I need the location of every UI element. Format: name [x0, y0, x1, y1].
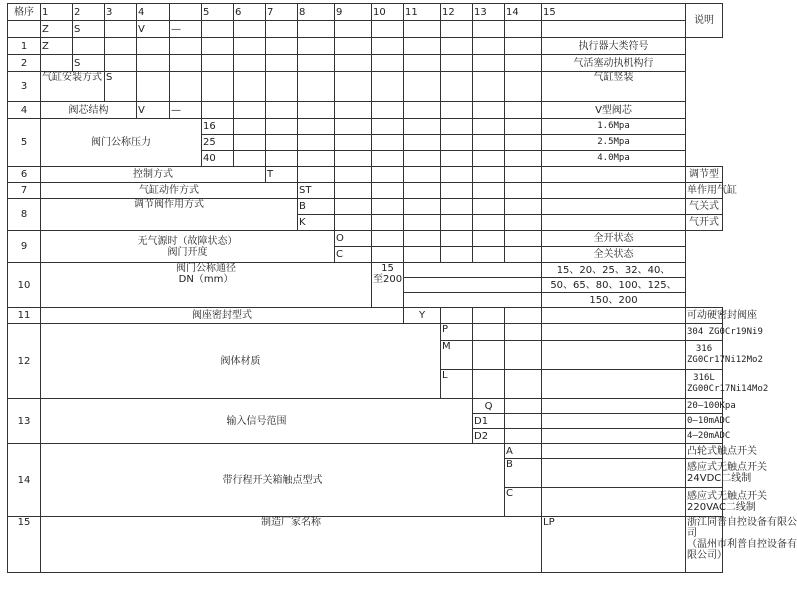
table-row — [8, 517, 723, 573]
row-label: 阀芯结构 — [41, 102, 137, 119]
option-note: 凸轮式触点开关 — [687, 445, 757, 457]
code-2: S — [73, 21, 105, 38]
option-note — [686, 488, 767, 517]
table-row — [8, 102, 723, 119]
row-note: 15、20、25、32、40、 — [542, 263, 686, 278]
option-note: 0—10mADC — [686, 414, 723, 429]
row-label: 输入信号范围 — [41, 399, 473, 444]
col-header-14: 14 — [505, 4, 542, 21]
col-header-10: 10 — [372, 4, 404, 21]
row-note: 气缸竖装 — [542, 72, 686, 102]
table-row — [8, 167, 723, 183]
option-code: Q — [473, 399, 505, 414]
row-code: S — [73, 55, 105, 72]
row-note: 执行器大类符号 — [542, 38, 686, 55]
col-header-3: 3 — [105, 4, 137, 21]
row-number: 15 — [8, 517, 41, 573]
option-code: C — [335, 247, 372, 263]
row-note: 150、200 — [542, 293, 686, 308]
size-range-line1: 15 — [381, 263, 394, 274]
header-note: 说明 — [686, 4, 723, 38]
table-row — [8, 308, 723, 324]
table-row — [8, 231, 723, 247]
header-row — [8, 4, 723, 21]
row-code: S — [105, 72, 137, 102]
row-code: ST — [298, 183, 335, 199]
row-number: 5 — [8, 119, 41, 167]
row-note-line2: 司 — [687, 528, 697, 539]
row-number: 9 — [8, 231, 41, 263]
row-code: LP — [542, 517, 686, 573]
option-note: 全关状态 — [542, 247, 686, 263]
row-code: T — [266, 167, 298, 183]
col-header-15: 15 — [542, 4, 686, 21]
option-note-line2: ZG0Cr17Ni12Mo2 — [687, 355, 763, 365]
row-label: 气缸安装方式 — [41, 72, 105, 102]
row-label: 气缸动作方式 — [41, 183, 298, 199]
row-label: 带行程开关箱触点型式 — [41, 444, 505, 517]
row-note-line1: 浙江同普自控设备有限公 — [687, 517, 797, 528]
option-note — [686, 341, 763, 370]
col-header-11: 11 — [404, 4, 441, 21]
row-label: 阀体材质 — [41, 324, 441, 399]
row-number: 7 — [8, 183, 41, 199]
row-number: 11 — [8, 308, 41, 324]
size-range-line2: 至200 — [373, 274, 403, 285]
option-note: 全开状态 — [542, 231, 686, 247]
row-note: 单作用气缸 — [686, 183, 723, 199]
row-note — [686, 517, 797, 573]
option-code: 40 — [202, 151, 234, 167]
row-dash: — — [170, 102, 202, 119]
row-label: 调节阀作用方式 — [41, 199, 298, 231]
row-note: 50、65、80、100、125、 — [542, 278, 686, 293]
row-number: 13 — [8, 399, 41, 444]
option-note-line1: 感应式无触点开关 — [687, 491, 767, 502]
col-header-13: 13 — [473, 4, 505, 21]
option-code: 16 — [202, 119, 234, 135]
option-code: B — [505, 459, 542, 488]
option-code: D2 — [473, 429, 505, 444]
table-row — [8, 72, 723, 102]
option-code: K — [298, 215, 335, 231]
row-label-line1: 无气源时（故障状态） — [137, 235, 238, 247]
table-row — [8, 324, 723, 341]
option-code: L — [441, 370, 473, 399]
option-code: B — [298, 199, 335, 215]
row-number: 14 — [8, 444, 41, 517]
row-note-line3: （温州市利普自控设备有 — [687, 539, 797, 550]
row-number: 12 — [8, 324, 41, 399]
table-row — [8, 444, 723, 459]
row-number: 1 — [8, 38, 41, 55]
option-note: 4—20mADC — [686, 429, 723, 444]
row-label-line2: DN（mm） — [178, 274, 234, 285]
row-code: Z — [41, 38, 73, 55]
col-header-5: 5 — [202, 4, 234, 21]
row-label-line2: 阀门开度 — [167, 246, 208, 258]
table-row — [8, 199, 723, 215]
row-label — [41, 231, 335, 263]
option-note: 1.6Mpa — [542, 119, 686, 135]
row-number: 3 — [8, 72, 41, 102]
row-label-line1: 阀门公称通径 — [176, 263, 236, 274]
option-note: 气关式 — [686, 199, 723, 215]
option-note-line2: 24VDC二线制 — [687, 473, 752, 484]
option-code: P — [441, 324, 473, 341]
col-header-6: 6 — [234, 4, 266, 21]
row-note: 气活塞动执机构行 — [542, 55, 686, 72]
table-row — [8, 263, 723, 278]
option-code: M — [441, 341, 473, 370]
option-note — [686, 459, 767, 488]
col-header-8: 8 — [298, 4, 335, 21]
code-1: Z — [41, 21, 73, 38]
col-header-4: 4 — [137, 4, 170, 21]
code-row — [8, 21, 723, 38]
option-code: D1 — [473, 414, 505, 429]
code-4: V — [137, 21, 170, 38]
col-header-12: 12 — [441, 4, 473, 21]
row-number: 8 — [8, 199, 41, 231]
table-row — [8, 399, 723, 414]
option-note: 20—100Kpa — [686, 399, 723, 414]
option-note-line2: ZG00Cr17Ni14Mo2 — [687, 384, 769, 394]
header-label: 格序 — [8, 4, 41, 21]
row-note: 调节型 — [686, 167, 723, 183]
row-number: 2 — [8, 55, 41, 72]
row-note-line4: 限公司） — [687, 550, 727, 561]
row-label: 控制方式 — [41, 167, 266, 183]
option-code: A — [505, 444, 542, 459]
row-code: Y — [404, 308, 441, 324]
option-note: 气开式 — [686, 215, 723, 231]
col-header-1: 1 — [41, 4, 73, 21]
specification-table — [7, 3, 797, 573]
row-label — [41, 263, 372, 308]
option-code: 25 — [202, 135, 234, 151]
row-note: 可动硬密封阀座 — [686, 308, 723, 324]
row-number: 4 — [8, 102, 41, 119]
option-note: 304 ZG0Cr19Ni9 — [686, 324, 723, 341]
option-note: 2.5Mpa — [542, 135, 686, 151]
col-header-spacer — [170, 4, 202, 21]
table-row — [8, 183, 723, 199]
option-note-line1: 感应式无触点开关 — [687, 462, 767, 473]
option-code: O — [335, 231, 372, 247]
row-number: 10 — [8, 263, 41, 308]
row-note: V型阀芯 — [542, 102, 686, 119]
row-number: 6 — [8, 167, 41, 183]
col-header-2: 2 — [73, 4, 105, 21]
option-note-line2: 220VAC二线制 — [687, 502, 756, 513]
size-range — [372, 263, 404, 308]
table-row — [8, 38, 723, 55]
row-code: V — [137, 102, 170, 119]
row-label: 阀座密封型式 — [41, 308, 404, 324]
option-note-line1: 316L — [693, 373, 715, 383]
option-note-line1: 316 — [695, 344, 713, 354]
code-5: — — [170, 21, 202, 38]
option-note: 4.0Mpa — [542, 151, 686, 167]
table-row — [8, 119, 723, 135]
row-label: 阀门公称压力 — [41, 119, 202, 167]
col-header-9: 9 — [335, 4, 372, 21]
table-row — [8, 55, 723, 72]
option-code: C — [505, 488, 542, 517]
col-header-7: 7 — [266, 4, 298, 21]
row-label: 制造厂家名称 — [41, 517, 542, 573]
option-note — [686, 370, 769, 399]
